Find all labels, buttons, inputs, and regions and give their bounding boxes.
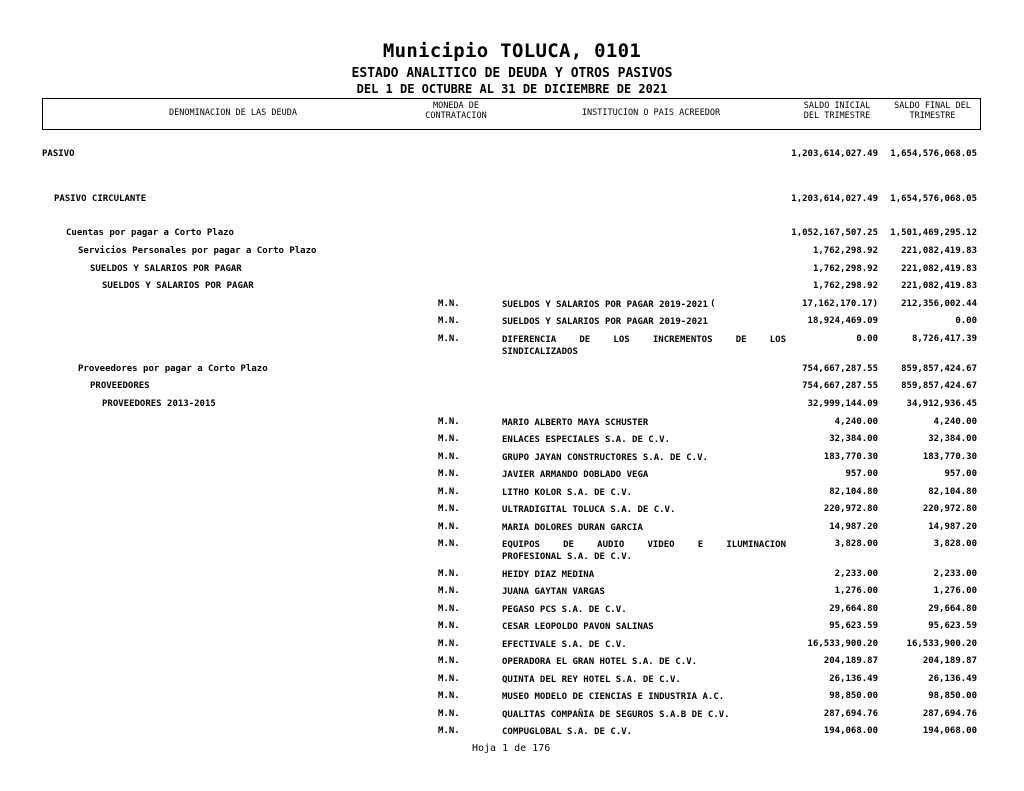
- saldo-inicial: 1,203,614,027.49: [791, 149, 878, 159]
- saldo-inicial: 32,999,144.09: [807, 399, 878, 409]
- institucion: OPERADORA EL GRAN HOTEL S.A. DE C.V.: [502, 657, 698, 667]
- saldo-final: 1,654,576,068.05: [890, 194, 977, 204]
- table-row: [0, 604, 1024, 618]
- institucion: GRUPO JAYAN CONSTRUCTORES S.A. DE C.V.: [502, 453, 708, 463]
- institucion-line2: PROFESIONAL S.A. DE C.V.: [502, 552, 633, 562]
- saldo-inicial: 26,136.49: [829, 674, 878, 684]
- institucion: QUINTA DEL REY HOTEL S.A. DE C.V.: [502, 675, 681, 685]
- institucion: [502, 539, 786, 563]
- moneda: M.N.: [438, 656, 460, 666]
- saldo-final: 221,082,419.83: [901, 264, 977, 274]
- saldo-final: 287,694.76: [922, 709, 977, 719]
- table-row: [0, 399, 1024, 413]
- saldo-final: 14,987.20: [928, 522, 977, 532]
- table-row: [0, 726, 1024, 740]
- saldo-final: 29,664.80: [928, 604, 977, 614]
- saldo-inicial: 98,850.00: [829, 691, 878, 701]
- saldo-final: 82,104.80: [928, 487, 977, 497]
- table-row: [0, 539, 1024, 562]
- table-row: [0, 264, 1024, 278]
- institucion: SUELDOS Y SALARIOS POR PAGAR 2019-2021: [502, 317, 708, 327]
- saldo-final: 8,726,417.39: [911, 334, 977, 344]
- account-name: PASIVO: [42, 149, 75, 159]
- institucion: MARIA DOLORES DURAN GARCIA: [502, 523, 643, 533]
- moneda: M.N.: [438, 639, 460, 649]
- saldo-inicial: 16,533,900.20: [807, 639, 878, 649]
- institucion: ULTRADIGITAL TOLUCA S.A. DE C.V.: [502, 505, 676, 515]
- saldo-inicial: 754,667,287.55: [802, 364, 878, 374]
- table-row: [0, 469, 1024, 483]
- saldo-final: 4,240.00: [933, 417, 977, 427]
- saldo-inicial: 204,189.87: [823, 656, 878, 666]
- moneda: M.N.: [438, 316, 460, 326]
- table-row: [0, 334, 1024, 357]
- moneda: M.N.: [438, 334, 460, 344]
- saldo-inicial: 0.00: [856, 334, 878, 344]
- institucion: JUANA GAYTAN VARGAS: [502, 587, 605, 597]
- saldo-final: 34,912,936.45: [906, 399, 977, 409]
- saldo-inicial: 1,203,614,027.49: [791, 194, 878, 204]
- institucion: MARIO ALBERTO MAYA SCHUSTER: [502, 418, 649, 428]
- institucion-line2: SINDICALIZADOS: [502, 347, 578, 357]
- account-name: Proveedores por pagar a Corto Plazo: [78, 364, 268, 374]
- saldo-final: 95,623.59: [928, 621, 977, 631]
- institucion: PEGASO PCS S.A. DE C.V.: [502, 605, 627, 615]
- institucion: EFECTIVALE S.A. DE C.V.: [502, 640, 627, 650]
- saldo-final: 2,233.00: [933, 569, 977, 579]
- account-name: PASIVO CIRCULANTE: [54, 194, 147, 204]
- saldo-final: 1,501,469,295.12: [890, 228, 977, 238]
- table-row: [0, 621, 1024, 635]
- institucion: HEIDY DIAZ MEDINA: [502, 570, 595, 580]
- table-row: [0, 586, 1024, 600]
- institucion: [502, 334, 786, 358]
- saldo-inicial: 95,623.59: [829, 621, 878, 631]
- moneda: M.N.: [438, 299, 460, 309]
- table-row: [0, 452, 1024, 466]
- table-row: [0, 417, 1024, 431]
- header-moneda: [401, 101, 511, 121]
- saldo-final: 859,857,424.67: [901, 381, 977, 391]
- account-name: SUELDOS Y SALARIOS POR PAGAR: [102, 281, 254, 291]
- saldo-inicial: 183,770.30: [823, 452, 878, 462]
- saldo-final: 204,189.87: [922, 656, 977, 666]
- saldo-final: 221,082,419.83: [901, 246, 977, 256]
- saldo-final: 0.00: [955, 316, 977, 326]
- institucion-line1: EQUIPOS DE AUDIO VIDEO E ILUMINACION: [502, 540, 786, 550]
- table-row: [0, 194, 1024, 208]
- table-row: [0, 316, 1024, 330]
- table-row: [0, 522, 1024, 536]
- header-saldo-final-line2: TRIMESTRE: [909, 111, 956, 121]
- saldo-inicial: 1,762,298.92: [812, 246, 878, 256]
- moneda: M.N.: [438, 469, 460, 479]
- moneda: M.N.: [438, 709, 460, 719]
- header-saldo-final-line1: SALDO FINAL DEL: [894, 101, 971, 111]
- table-row: [0, 281, 1024, 295]
- moneda: M.N.: [438, 621, 460, 631]
- saldo-inicial: 18,924,469.09: [807, 316, 878, 326]
- table-row: [0, 691, 1024, 705]
- table-row: [0, 639, 1024, 653]
- saldo-final: 221,082,419.83: [901, 281, 977, 291]
- moneda: M.N.: [438, 417, 460, 427]
- table-row: [0, 656, 1024, 670]
- saldo-final: 98,850.00: [928, 691, 977, 701]
- header-saldo-inicial-line1: SALDO INICIAL: [803, 101, 871, 111]
- moneda: M.N.: [438, 691, 460, 701]
- header-saldo-final: [885, 101, 980, 121]
- table-row: [0, 569, 1024, 583]
- institucion: MUSEO MODELO DE CIENCIAS E INDUSTRIA A.C.: [502, 692, 725, 702]
- saldo-inicial: 14,987.20: [829, 522, 878, 532]
- header-moneda-line1: MONEDA DE: [432, 101, 480, 111]
- saldo-final: 1,276.00: [933, 586, 977, 596]
- saldo-inicial: 32,384.00: [829, 434, 878, 444]
- moneda: M.N.: [438, 604, 460, 614]
- moneda: M.N.: [438, 539, 460, 549]
- saldo-inicial-value: 17,162,170.17): [802, 299, 878, 309]
- table-row: [0, 709, 1024, 723]
- table-row: [0, 674, 1024, 688]
- table-row: [0, 364, 1024, 378]
- account-name: Servicios Personales por pagar a Corto Plazo: [78, 246, 317, 256]
- saldo-inicial: 3,828.00: [834, 539, 878, 549]
- saldo-final: 220,972.80: [922, 504, 977, 514]
- table-row: [0, 487, 1024, 501]
- saldo-inicial: 287,694.76: [823, 709, 878, 719]
- saldo-inicial: 4,240.00: [834, 417, 878, 427]
- account-name: PROVEEDORES: [90, 381, 150, 391]
- moneda: M.N.: [438, 452, 460, 462]
- saldo-inicial: 82,104.80: [829, 487, 878, 497]
- saldo-final: 183,770.30: [922, 452, 977, 462]
- table-row: [0, 299, 1024, 313]
- institucion: JAVIER ARMANDO DOBLADO VEGA: [502, 470, 649, 480]
- table-row: [0, 434, 1024, 448]
- saldo-final: 16,533,900.20: [906, 639, 977, 649]
- moneda: M.N.: [438, 586, 460, 596]
- institucion: LITHO KOLOR S.A. DE C.V.: [502, 488, 633, 498]
- table-header: [42, 98, 981, 130]
- report-title: Municipio TOLUCA, 0101: [382, 40, 642, 62]
- saldo-final: 32,384.00: [928, 434, 977, 444]
- saldo-final: 859,857,424.67: [901, 364, 977, 374]
- saldo-inicial: 957.00: [845, 469, 878, 479]
- negative-paren: (: [710, 299, 716, 309]
- header-saldo-inicial: [791, 101, 883, 121]
- moneda: M.N.: [438, 522, 460, 532]
- table-row: [0, 381, 1024, 395]
- institucion: CESAR LEOPOLDO PAVON SALINAS: [502, 622, 654, 632]
- moneda: M.N.: [438, 487, 460, 497]
- institucion: SUELDOS Y SALARIOS POR PAGAR 2019-2021: [502, 300, 708, 310]
- saldo-inicial: 1,052,167,507.25: [791, 228, 878, 238]
- report-period: DEL 1 DE OCTUBRE AL 31 DE DICIEMBRE DE 2021: [356, 82, 668, 96]
- institucion-line1: DIFERENCIA DE LOS INCREMENTOS DE LOS: [502, 335, 786, 345]
- account-name: PROVEEDORES 2013-2015: [102, 399, 216, 409]
- saldo-inicial: 1,762,298.92: [812, 281, 878, 291]
- report-subtitle: ESTADO ANALITICO DE DEUDA Y OTROS PASIVOS: [351, 66, 673, 81]
- header-denominacion: DENOMINACION DE LAS DEUDA: [169, 108, 297, 118]
- table-row: [0, 504, 1024, 518]
- account-name: SUELDOS Y SALARIOS POR PAGAR: [90, 264, 242, 274]
- saldo-final: 1,654,576,068.05: [890, 149, 977, 159]
- saldo-inicial: 29,664.80: [829, 604, 878, 614]
- account-name: Cuentas por pagar a Corto Plazo: [66, 228, 234, 238]
- saldo-final: 26,136.49: [928, 674, 977, 684]
- table-row: [0, 246, 1024, 260]
- saldo-final: 3,828.00: [933, 539, 977, 549]
- saldo-inicial: 2,233.00: [834, 569, 878, 579]
- institucion: COMPUGLOBAL S.A. DE C.V.: [502, 727, 633, 737]
- saldo-inicial: 1,276.00: [834, 586, 878, 596]
- moneda: M.N.: [438, 726, 460, 736]
- table-row: [0, 149, 1024, 163]
- moneda: M.N.: [438, 504, 460, 514]
- saldo-inicial: [710, 299, 878, 309]
- institucion: QUALITAS COMPAÑIA DE SEGUROS S.A.B DE C.V.: [502, 710, 730, 720]
- saldo-final: 212,356,002.44: [901, 299, 977, 309]
- header-moneda-line2: CONTRATACION: [425, 111, 487, 121]
- table-row: [0, 228, 1024, 242]
- saldo-inicial: 194,068.00: [823, 726, 878, 736]
- moneda: M.N.: [438, 674, 460, 684]
- saldo-inicial: 1,762,298.92: [812, 264, 878, 274]
- header-institucion: INSTITUCION O PAIS ACREEDOR: [581, 108, 721, 118]
- saldo-final: 194,068.00: [922, 726, 977, 736]
- saldo-inicial: 754,667,287.55: [802, 381, 878, 391]
- saldo-inicial: 220,972.80: [823, 504, 878, 514]
- moneda: M.N.: [438, 434, 460, 444]
- page-number: Hoja 1 de 176: [472, 743, 551, 754]
- institucion: ENLACES ESPECIALES S.A. DE C.V.: [502, 435, 670, 445]
- saldo-final: 957.00: [944, 469, 977, 479]
- moneda: M.N.: [438, 569, 460, 579]
- header-saldo-inicial-line2: DEL TRIMESTRE: [803, 111, 871, 121]
